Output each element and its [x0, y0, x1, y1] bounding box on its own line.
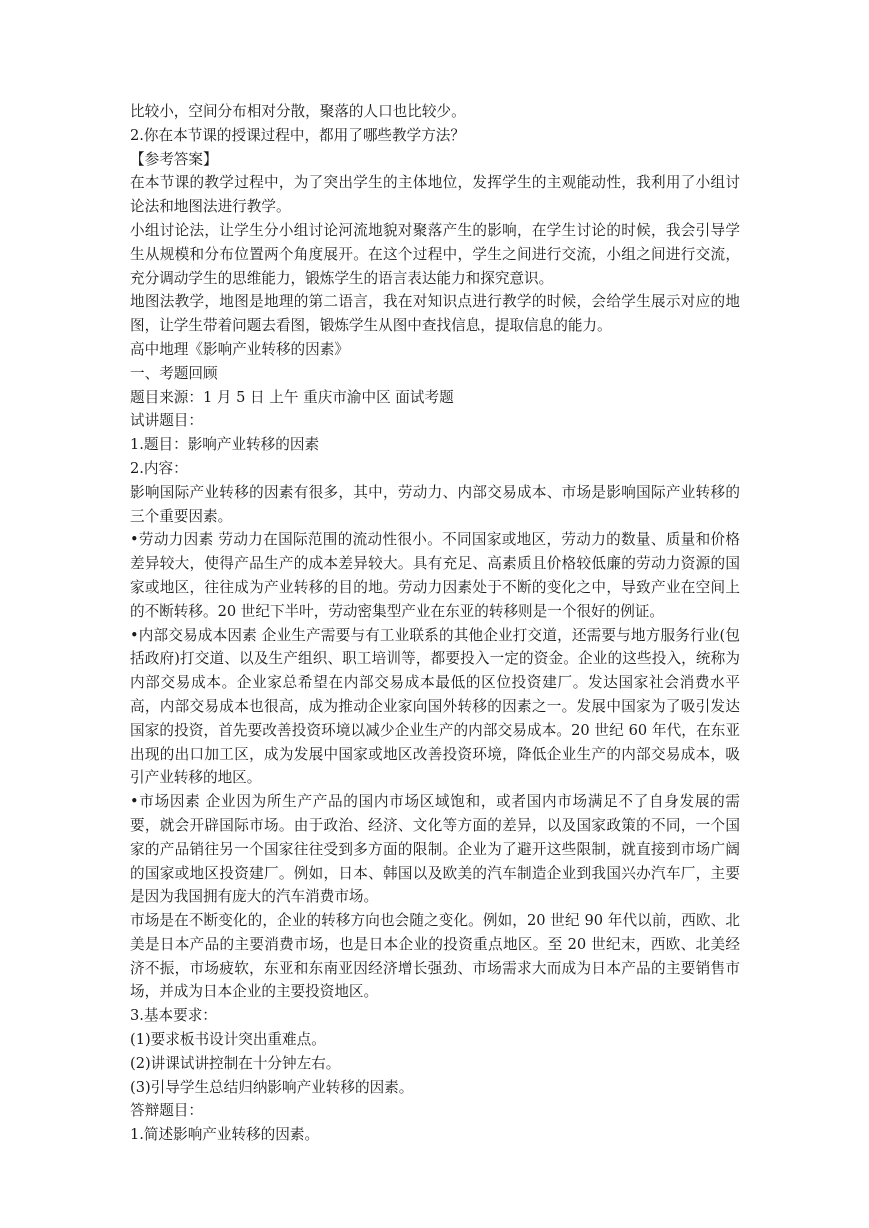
content-intro: 影响国际产业转移的因素有很多，其中，劳动力、内部交易成本、市场是影响国际产业转移的三个重要因素。 — [130, 483, 740, 525]
defense-label: 答辩题目： — [130, 1102, 203, 1120]
map-method-paragraph: 地图法教学，地图是地理的第二语言，我在对知识点进行教学的时候，会给学生展示对应的地图，让学生带着问题去看图，锻炼学生从图中查找信息，提取信息的能力。 — [130, 293, 740, 335]
requirement-1: (1)要求板书设计突出重难点。 — [130, 1031, 326, 1049]
question-source: 题目来源：1 月 5 日 上午 重庆市渝中区 面试考题 — [130, 388, 454, 406]
requirements-label: 3.基本要求： — [130, 1007, 217, 1025]
market-change-paragraph: 市场是在不断变化的，企业的转移方向也会随之变化。例如，20 世纪 90 年代以前，西欧、北美是日本产品的主要消费市场，也是日本企业的投资重点地区。至 20 世纪末，西欧、北美经济不振，市场疲软，东亚和东南亚因经济增长强劲、市场需求大而成为日本产品的主要销售市场，并成为日本企业的主要投资地区。 — [130, 912, 740, 1001]
document-page — [130, 100, 740, 1147]
labor-factor-paragraph: •劳动力因素 劳动力在国际范围的流动性很小。不同国家或地区，劳动力的数量、质量和价格差异较大，使得产品生产的成本差异较大。具有充足、高素质且价格较低廉的劳动力资源的国家或地区，往往成为产业转移的目的地。劳动力因素处于不断的变化之中，导致产业在空间上的不断转移。20 世纪下半叶，劳动密集型产业在东亚的转移则是一个很好的例证。 — [130, 531, 740, 620]
trial-lecture-label: 试讲题目： — [130, 412, 203, 430]
requirement-2: (2)讲课试讲控制在十分钟左右。 — [130, 1054, 341, 1072]
topic-line: 1.题目：影响产业转移的因素 — [130, 436, 320, 454]
group-discussion-paragraph: 小组讨论法，让学生分小组讨论河流地貌对聚落产生的影响，在学生讨论的时候，我会引导学生从规模和分布位置两个角度展开。在这个过程中，学生之间进行交流，小组之间进行交流，充分调动学生的思维能力，锻炼学生的语言表达能力和探究意识。 — [130, 221, 740, 287]
market-factor-paragraph: •市场因素 企业因为所生产产品的国内市场区域饱和，或者国内市场满足不了自身发展的需要，就会开辟国际市场。由于政治、经济、文化等方面的差异，以及国家政策的不同，一个国家的产品销往另一个国家往往受到多方面的限制。企业为了避开这些限制，就直接到市场广阔的国家或地区投资建厂。例如，日本、韩国以及欧美的汽车制造企业到我国兴办汽车厂，主要是因为我国拥有庞大的汽车消费市场。 — [130, 793, 740, 906]
paragraph-intro-tail: 比较小，空间分布相对分散，聚落的人口也比较少。 — [130, 103, 466, 120]
question-2: 2.你在本节课的授课过程中，都用了哪些教学方法？ — [130, 126, 465, 144]
transaction-cost-paragraph: •内部交易成本因素 企业生产需要与有工业联系的其他企业打交道，还需要与地方服务行业(包括政府)打交道、以及生产组织、职工培训等，都要投入一定的资金。企业的这些投入，统称为内部交易成本。企业家总希望在内部交易成本最低的区位投资建厂。发达国家社会消费水平高，内部交易成本也很高，成为推动企业家向国外转移的因素之一。发展中国家为了吸引发达国家的投资，首先要改善投资环境以减少企业生产的内部交易成本。20 世纪 60 年代，在东亚出现的出口加工区，成为发展中国家或地区改善投资环境，降低企业生产的内部交易成本，吸引产业转移的地区。 — [130, 626, 740, 787]
defense-question-1: 1.简述影响产业转移的因素。 — [130, 1126, 320, 1144]
requirement-3: (3)引导学生总结归纳影响产业转移的因素。 — [130, 1078, 414, 1096]
answer-heading: 【参考答案】 — [130, 150, 218, 168]
answer-paragraph: 在本节课的教学过程中，为了突出学生的主体地位，发挥学生的主观能动性，我利用了小组讨论法和地图法进行教学。 — [130, 174, 740, 216]
lesson-title: 高中地理《影响产业转移的因素》 — [130, 340, 349, 358]
section-heading-review: 一、考题回顾 — [130, 364, 218, 382]
content-label: 2.内容： — [130, 459, 188, 477]
